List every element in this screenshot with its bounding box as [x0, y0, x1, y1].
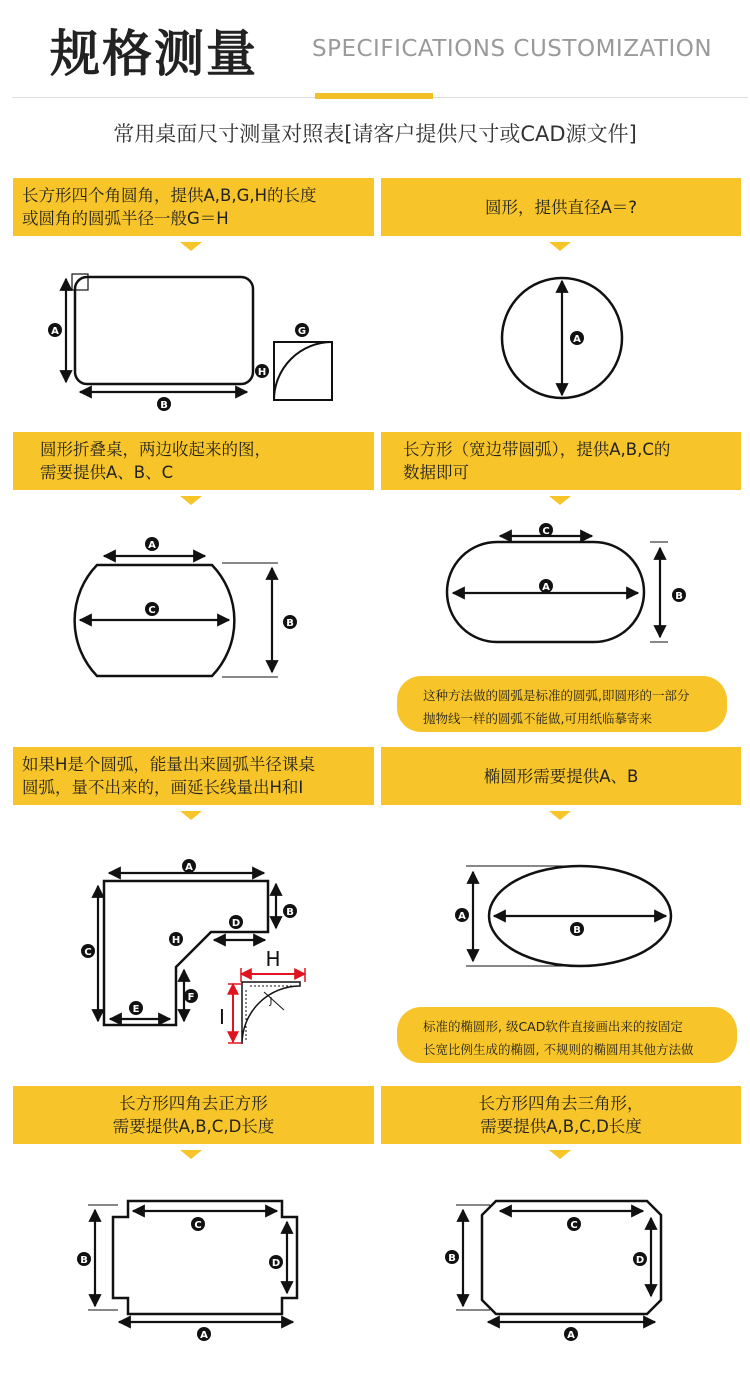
panel-1-line-2: 或圆角的圆弧半径一般G＝H [22, 209, 229, 228]
panel-3-line-2: 需要提供A、B、C [40, 463, 174, 482]
svg-text:A: A [51, 326, 59, 337]
page-subtitle: 常用桌面尺寸测量对照表[请客户提供尺寸或CAD源文件] [113, 122, 637, 146]
svg-text:B: B [160, 400, 168, 411]
svg-text:A: A [567, 1330, 575, 1341]
svg-text:C: C [542, 526, 550, 537]
svg-text:C: C [84, 947, 92, 958]
badge-a [145, 537, 159, 551]
badge-b [672, 588, 686, 602]
panel-6-note-line-1: 标准的椭圆形, 级CAD软件直接画出来的按固定 [423, 1019, 683, 1034]
svg-text:H: H [171, 935, 181, 946]
badge-b [445, 1250, 459, 1264]
badge-b [283, 615, 297, 629]
panel-1-line-1: 长方形四个角圆角，提供A,B,G,H的长度 [22, 186, 317, 205]
badge-c [145, 602, 159, 616]
panel-5-line-2: 圆弧，量不出来的，画延长线量出H和I [22, 778, 304, 797]
svg-text:E: E [132, 1004, 140, 1015]
svg-text:A: A [573, 334, 581, 345]
svg-text:G: G [297, 326, 307, 337]
svg-text:H: H [257, 367, 267, 378]
badge-e [129, 1001, 143, 1015]
svg-text:B: B [675, 591, 683, 602]
diagram-rounded-rectangle [66, 274, 332, 400]
panel-7-line-2: 需要提供A,B,C,D长度 [112, 1117, 275, 1136]
panel-4-note-line-2: 抛物线一样的圆弧不能做,可用纸临摹寄来 [423, 711, 652, 726]
badge-h [255, 364, 269, 378]
svg-text:C: C [570, 1220, 578, 1231]
svg-text:F: F [187, 992, 195, 1003]
svg-text:B: B [80, 1255, 88, 1266]
panel-4-line-1: 长方形（宽边带圆弧），提供A,B,C的 [403, 440, 671, 459]
badge-a [539, 579, 553, 593]
badge-b [570, 922, 584, 936]
badge-c [539, 523, 553, 537]
badge-h [169, 932, 183, 946]
panel-7-line-1: 长方形四角去正方形 [119, 1094, 268, 1113]
badge-c [81, 944, 95, 958]
badge-d [633, 1252, 647, 1266]
panel-4-note-line-1: 这种方法做的圆弧是标准的圆弧,即圆形的一部分 [423, 688, 690, 703]
panel-5-line-1: 如果H是个圆弧，能量出来圆弧半径课桌 [22, 755, 315, 774]
diagram-ellipse [466, 866, 671, 966]
badge-d [229, 915, 243, 929]
svg-text:D: D [635, 1255, 645, 1266]
diagram-arc-detail [228, 968, 305, 1044]
badge-a [455, 908, 469, 922]
diagram-chamfered-rectangle [456, 1201, 661, 1322]
svg-text:B: B [286, 618, 294, 629]
badge-c [191, 1217, 205, 1231]
diagram-folding-round-table [75, 556, 278, 677]
panel-6-line-1: 椭圆形需要提供A、B [483, 766, 639, 786]
badge-b [77, 1252, 91, 1266]
panel-6-note-line-2: 长宽比例生成的椭圆, 不规则的椭圆用其他方法做 [423, 1042, 694, 1057]
badge-a [570, 331, 584, 345]
badge-f [184, 989, 198, 1003]
svg-text:A: A [185, 862, 193, 873]
panel-8-line-2: 需要提供A,B,C,D长度 [480, 1117, 642, 1136]
badge-c [567, 1217, 581, 1231]
label-h-dimension: H [265, 947, 281, 971]
panel-8-line-1: 长方形四角去三角形， [478, 1094, 644, 1113]
label-j: J [269, 996, 273, 1007]
badge-g [295, 323, 309, 337]
svg-text:A: A [458, 911, 466, 922]
label-i-dimension: I [219, 1005, 225, 1029]
badge-b [157, 397, 171, 411]
panel-4-line-2: 数据即可 [403, 463, 469, 482]
badge-b [283, 904, 297, 918]
diagram-notched-rectangle [88, 1201, 297, 1322]
badge-a [48, 323, 62, 337]
svg-text:B: B [448, 1253, 456, 1264]
svg-text:A: A [200, 1330, 208, 1341]
diagram-circle [502, 278, 622, 398]
svg-text:C: C [148, 605, 156, 616]
badge-a [197, 1327, 211, 1341]
svg-text:D: D [271, 1258, 281, 1269]
svg-text:B: B [573, 925, 581, 936]
svg-text:D: D [231, 918, 241, 929]
page-title: 规格测量 [50, 25, 258, 83]
svg-text:A: A [148, 540, 156, 551]
badge-a [564, 1327, 578, 1341]
svg-text:A: A [542, 582, 550, 593]
diagram-racetrack [447, 536, 668, 642]
page-title-english: SPECIFICATIONS CUSTOMIZATION [312, 36, 713, 62]
svg-text:C: C [194, 1220, 202, 1231]
panel-3-line-1: 圆形折叠桌，两边收起来的图， [40, 440, 271, 459]
badge-a [182, 859, 196, 873]
badge-d [269, 1255, 283, 1269]
svg-text:B: B [286, 907, 294, 918]
panel-2-line-1: 圆形，提供直径A＝? [484, 197, 638, 217]
